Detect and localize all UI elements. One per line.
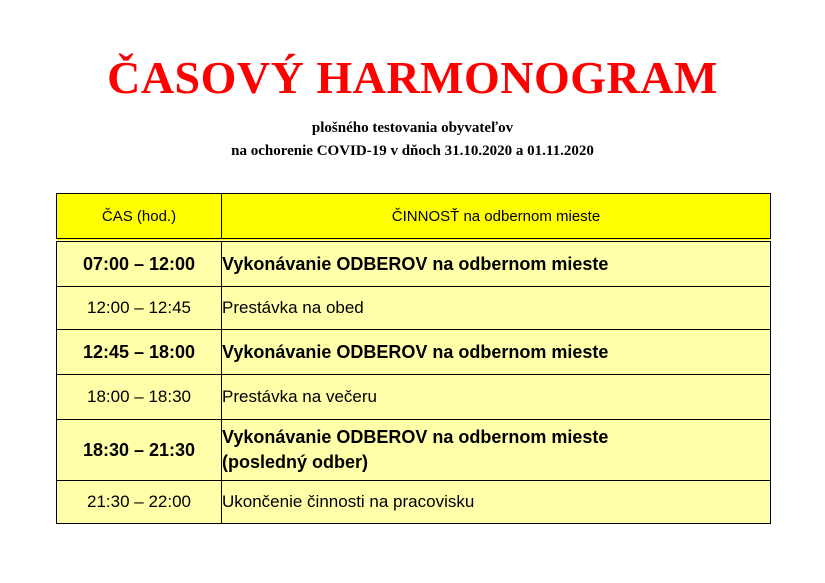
- row-activity: Prestávka na obed: [222, 287, 771, 330]
- row-time: 12:45 – 18:00: [57, 330, 222, 375]
- table-row: [57, 287, 771, 330]
- row-time: 21:30 – 22:00: [57, 481, 222, 524]
- page-title: ČASOVÝ HARMONOGRAM: [107, 52, 718, 103]
- row-time: 18:30 – 21:30: [57, 420, 222, 481]
- row-time: 07:00 – 12:00: [57, 240, 222, 287]
- subtitle-line-1: plošného testovania obyvateľov: [311, 120, 514, 136]
- table-row: [57, 481, 771, 524]
- row-time: 12:00 – 12:45: [57, 287, 222, 330]
- header-time: ČAS (hod.): [57, 194, 222, 241]
- table-row: [57, 420, 771, 481]
- schedule-table: [56, 193, 771, 524]
- subtitle-line-2: na ochorenie COVID-19 v dňoch 31.10.2020 a 01.11.2020: [231, 143, 594, 159]
- row-time: 18:00 – 18:30: [57, 375, 222, 420]
- table-row: [57, 375, 771, 420]
- row-activity: Vykonávanie ODBEROV na odbernom mieste: [222, 240, 771, 287]
- row-activity-line-2: (posledný odber): [222, 452, 369, 472]
- row-activity: Prestávka na večeru: [222, 375, 771, 420]
- table-row: [57, 330, 771, 375]
- row-activity: Vykonávanie ODBEROV na odbernom mieste: [222, 330, 771, 375]
- row-activity: [222, 420, 771, 481]
- header-activity: ČINNOSŤ na odbernom mieste: [222, 194, 771, 241]
- table-header-row: [57, 194, 771, 241]
- row-activity-line-1: Vykonávanie ODBEROV na odbernom mieste: [222, 427, 609, 447]
- row-activity: Ukončenie činnosti na pracovisku: [222, 481, 771, 524]
- table-row: [57, 240, 771, 287]
